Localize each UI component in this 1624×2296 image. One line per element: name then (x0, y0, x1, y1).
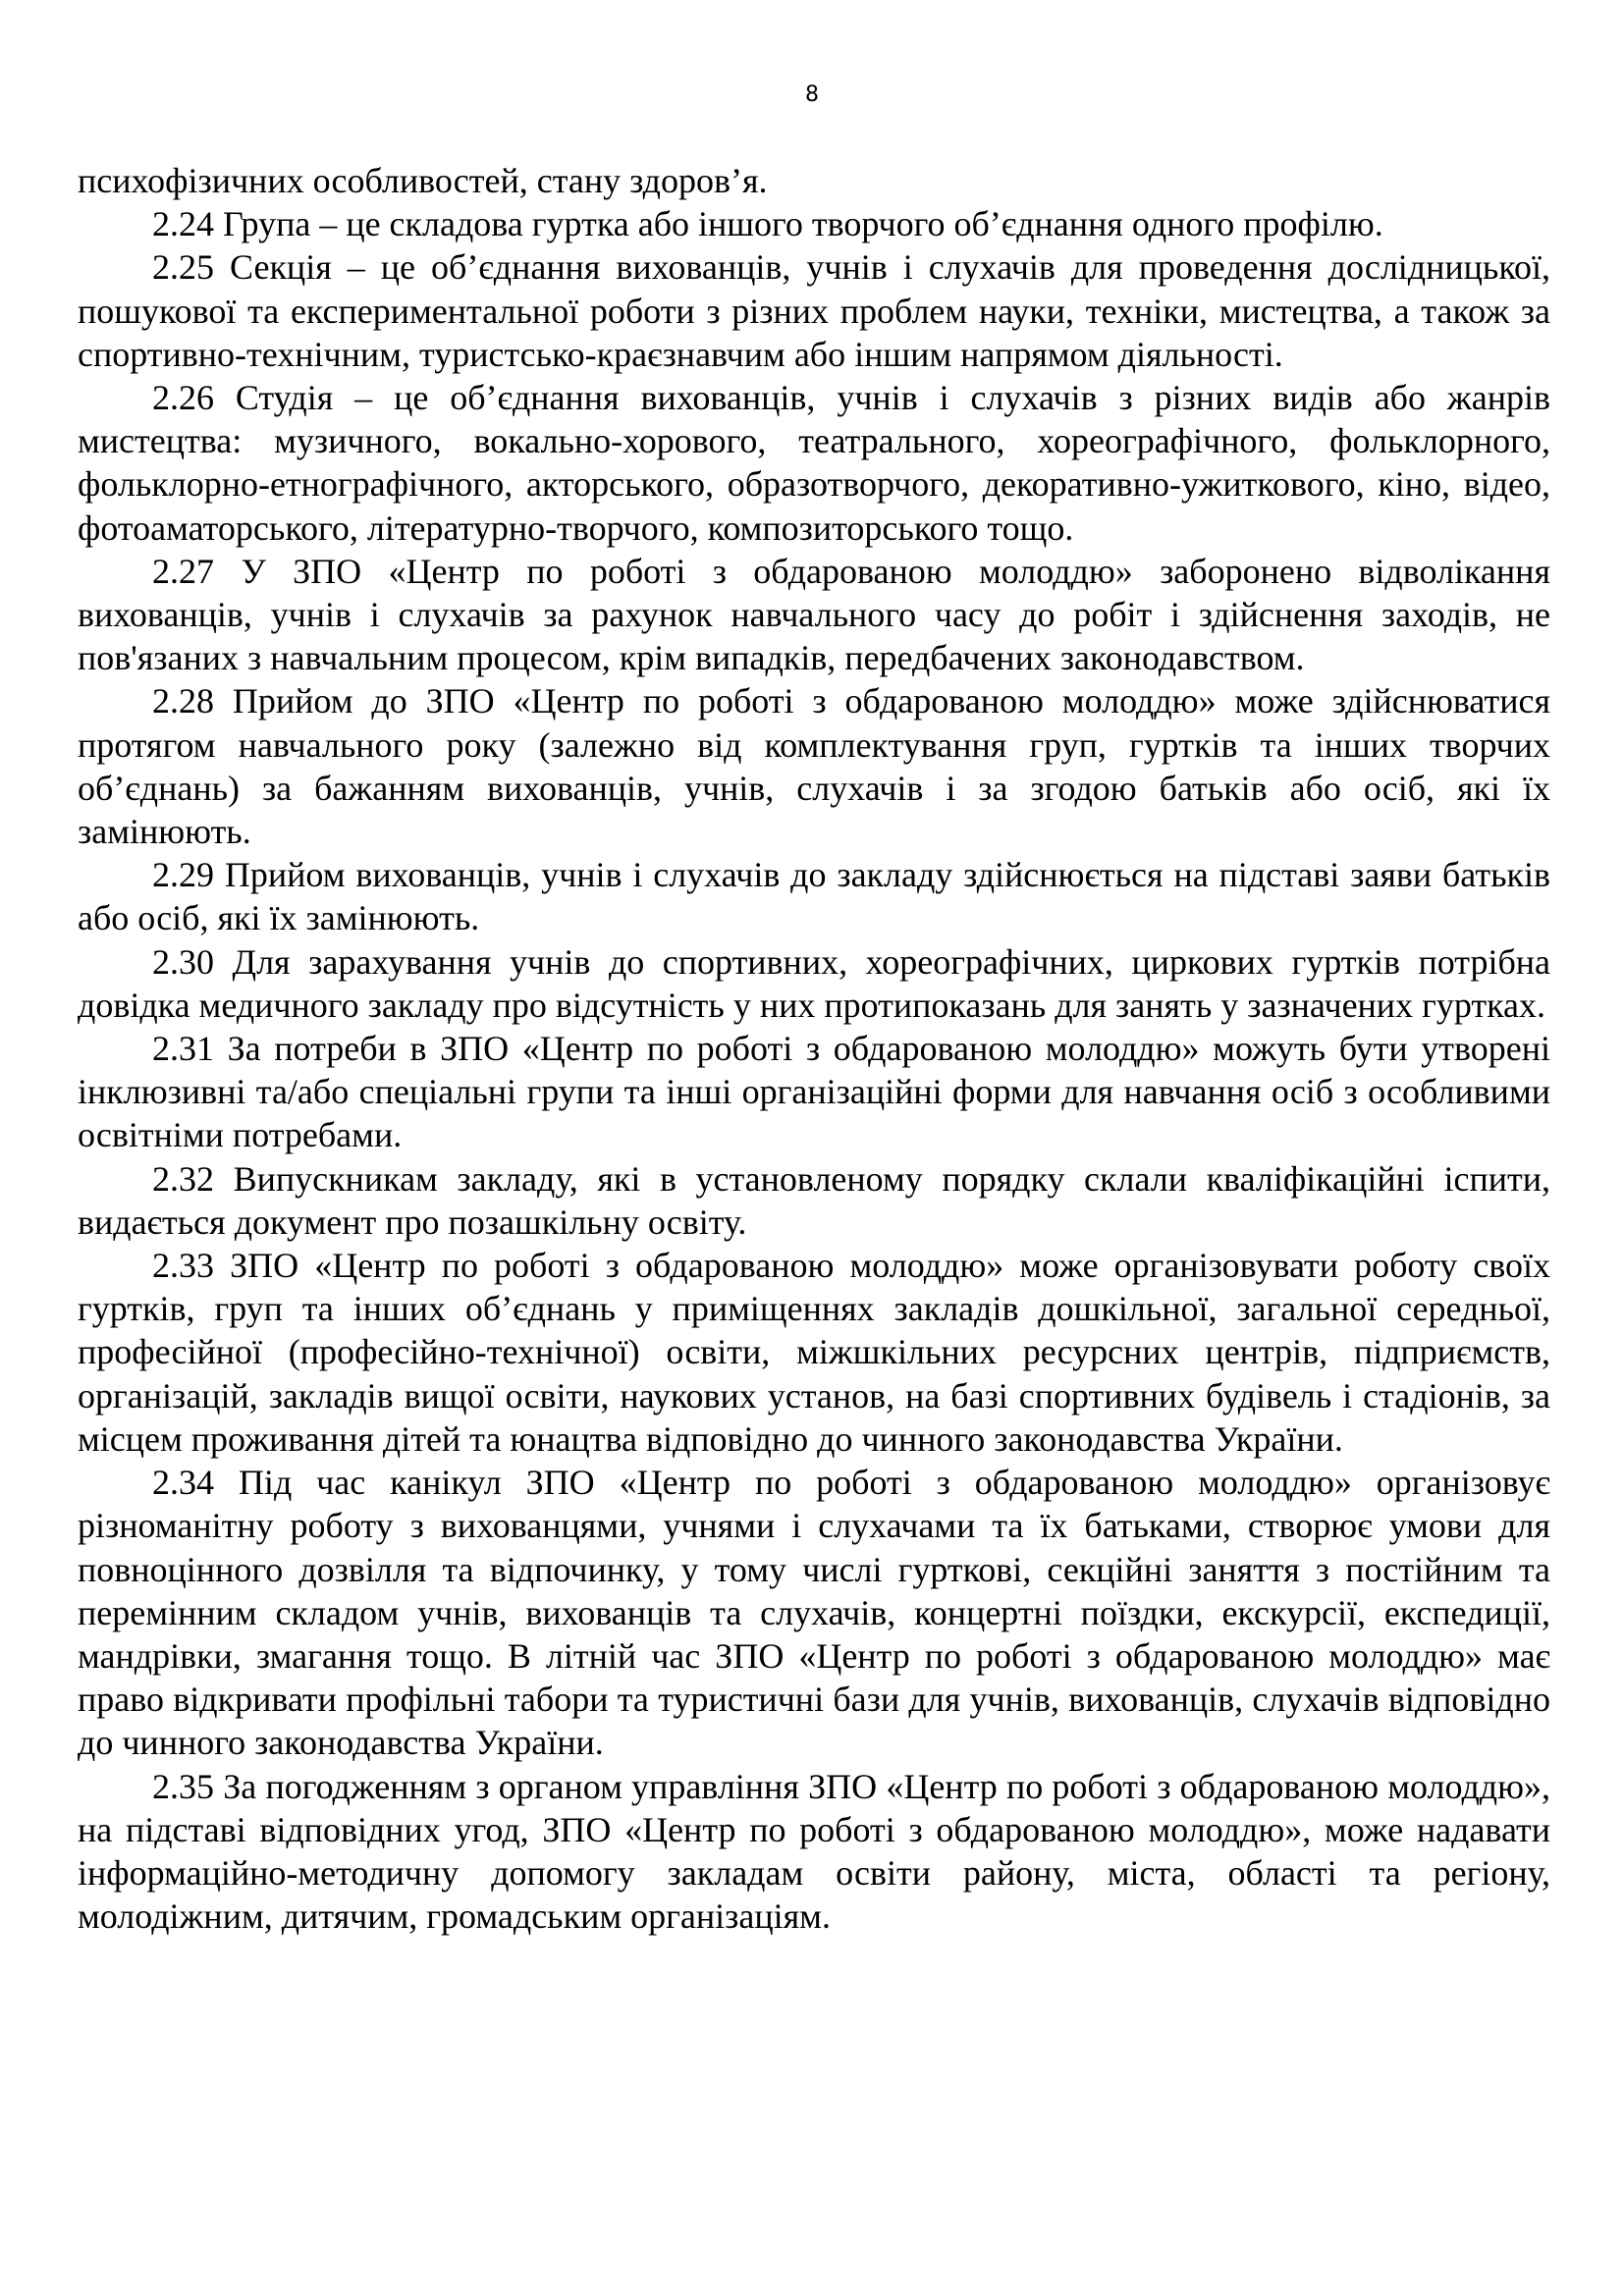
continuation-paragraph: психофізичних особливостей, стану здоров’я. (78, 161, 768, 200)
clause-text: Для зарахування учнів до спортивних, хореографічних, циркових гуртків потрібна довідка медичного закладу про відсутність у них протипоказань для занять у зазначених гуртках. (78, 941, 1551, 1025)
clause-2-24 (78, 202, 1550, 245)
clause-number: 2.27 (152, 551, 214, 591)
clause-2-34 (78, 1461, 1550, 1764)
clause-number: 2.35 (152, 1766, 214, 1806)
clause-2-32 (78, 1157, 1550, 1244)
clause-number: 2.33 (152, 1246, 214, 1286)
clause-text: Прийом вихованців, учнів і слухачів до закладу здійснюється на підставі заяви батьків або осіб, які їх замінюють. (78, 855, 1550, 938)
clause-2-25 (78, 245, 1550, 376)
clause-text: Секція – це об’єднання вихованців, учнів і слухачів для проведення дослідницької, пошукової та експериментальної роботи з різних проблем науки, техніки, мистецтва, а також за спортивно-технічним, туристсько-краєзнавчим або іншим напрямом діяльності. (78, 247, 1550, 374)
clause-number: 2.29 (152, 855, 214, 895)
clause-2-28 (78, 679, 1550, 853)
clause-2-26 (78, 376, 1550, 550)
clause-2-29 (78, 853, 1550, 939)
clause-text: За потреби в ЗПО «Центр по роботі з обдарованою молоддю» можуть бути утворені інклюзивні та/або спеціальні групи та інші організаційні форми для навчання осіб з особливими освітніми потребами. (78, 1029, 1551, 1155)
clause-text: Випускникам закладу, які в установленому порядку склали кваліфікаційні іспити, видається документ про позашкільну освіту. (78, 1158, 1550, 1242)
clause-text: У ЗПО «Центр по роботі з обдарованою молоддю» заборонено відволікання вихованців, учнів і слухачів за рахунок навчального часу до робіт і здійснення заходів, не пов'язаних з навчальним процесом, крім випадків, передбачених законодавством. (78, 551, 1551, 678)
clause-number: 2.26 (152, 378, 214, 418)
clause-text: Прийом до ЗПО «Центр по роботі з обдарованою молоддю» може здійснюватися протягом навчального року (залежно від комплектування груп, гуртків та інших творчих об’єднань) за бажанням вихованців, учнів, слухачів і за згодою батьків або осіб, які їх замінюють. (78, 681, 1551, 852)
clause-2-27 (78, 550, 1550, 680)
clause-number: 2.28 (152, 681, 214, 721)
clause-number: 2.32 (152, 1158, 214, 1199)
clause-number: 2.25 (152, 247, 214, 288)
clause-number: 2.31 (152, 1029, 214, 1069)
clause-2-33 (78, 1244, 1550, 1461)
clause-2-31 (78, 1027, 1550, 1157)
clause-text: За погодженням з органом управління ЗПО «Центр по роботі з обдарованою молоддю», на підставі відповідних угод, ЗПО «Центр по роботі з обдарованою молоддю», може надавати інформаційно-методичну допомогу закладам освіти району, міста, області та регіону, молодіжним, дитячим, громадським організаціям. (78, 1766, 1550, 1937)
clause-text: Група – це складова гуртка або іншого творчого об’єднання одного профілю. (223, 204, 1383, 244)
clause-2-30 (78, 940, 1550, 1027)
clause-number: 2.30 (152, 941, 214, 982)
page-number: 8 (805, 82, 819, 107)
clause-2-35 (78, 1765, 1550, 1939)
clause-number: 2.24 (152, 204, 214, 244)
clause-text: ЗПО «Центр по роботі з обдарованою молоддю» може організовувати роботу своїх гуртків, груп та інших об’єднань у приміщеннях закладів дошкільної, загальної середньої, професійної (професійно-технічної) освіти, міжшкільних ресурсних центрів, підприємств, організацій, закладів вищої освіти, наукових установ, на базі спортивних будівель і стадіонів, за місцем проживання дітей та юнацтва відповідно до чинного законодавства України. (78, 1246, 1551, 1459)
clause-text: Під час канікул ЗПО «Центр по роботі з обдарованою молоддю» організовує різноманітну роботу з вихованцями, учнями і слухачами та їх батьками, створює умови для повноцінного дозвілля та відпочинку, у тому числі гурткові, секційні заняття з постійним та перемінним складом учнів, вихованців та слухачів, концертні поїздки, екскурсії, експедиції, мандрівки, змагання тощо. В літній час ЗПО «Центр по роботі з обдарованою молоддю» має право відкривати профільні табори та туристичні бази для учнів, вихованців, слухачів відповідно до чинного законодавства України. (78, 1463, 1551, 1763)
document-body (78, 159, 1550, 1938)
clause-text: Студія – це об’єднання вихованців, учнів і слухачів з різних видів або жанрів мистецтва: музичного, вокально-хорового, театрального, хореографічного, фольклорного, фольклорно-етнографічного, акторського, образотворчого, декоративно-ужиткового, кіно, відео, фотоаматорського, літературно-творчого, композиторського тощо. (78, 378, 1550, 548)
clause-number: 2.34 (152, 1463, 214, 1503)
